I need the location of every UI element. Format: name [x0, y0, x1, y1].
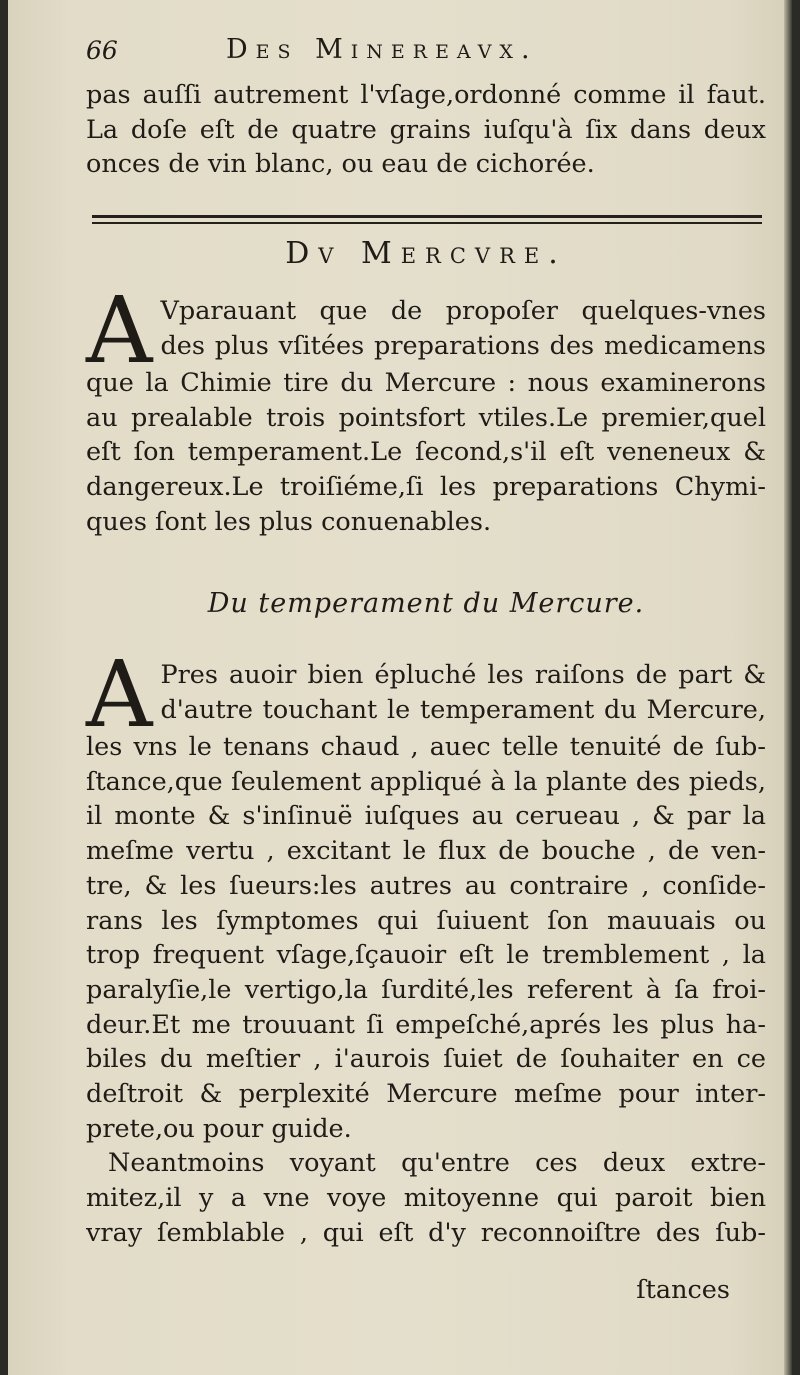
ornamental-rule [92, 215, 762, 224]
catchword: ſtances [636, 1275, 730, 1305]
section-title-temperament: Du temperament du Mercure. [207, 588, 645, 619]
section-title-mercury: Dv Mercvre. [285, 236, 567, 271]
drop-cap: A [86, 277, 153, 384]
book-page [8, 0, 792, 1375]
text-line: deur.Et me trouuant ſi empeſché,aprés les plus ha- [86, 1009, 766, 1040]
text-line: que la Chimie tire du Mercure : nous examinerons [86, 368, 766, 398]
section-mercury-paragraph [86, 277, 766, 540]
text-line: biles du meſtier , i'aurois ſuiet de ſouhaiter en ce [86, 1044, 766, 1075]
text-line: vray ſemblable , qui eſt d'y reconnoiſtre des ſub- [86, 1217, 766, 1248]
text-line: dangereux.Le troiſiéme,ſi les preparations Chymi- [86, 472, 766, 503]
text-line: prete,ou pour guide. [86, 1113, 352, 1144]
section-temperament-paragraph [86, 641, 766, 1251]
text-line: paralyſie,le vertigo,la ſurdité,les referent à ſa froi- [86, 974, 766, 1005]
page-number: 66 [86, 36, 118, 65]
text-line: trop frequent vſage,ſçauoir eſt le tremblement , la [86, 940, 766, 971]
text-line: tre, & les ſueurs:les autres au contraire , conſide- [86, 870, 766, 901]
text-line: mitez,il y a vne voye mitoyenne qui paroit bien [86, 1183, 766, 1214]
text-line: onces de vin blanc, ou eau de cichorée. [86, 149, 595, 180]
page-edge-shadow [784, 0, 792, 1375]
text-line: Vparauant que de propoſer quelques-vnes [160, 296, 766, 326]
text-line: pas auſſi autrement l'vſage,ordonné comme il faut. [86, 80, 766, 110]
text-line: deſtroit & perplexité Mercure meſme pour inter- [86, 1079, 766, 1110]
text-line: des plus vſitées preparations des medicamens [160, 330, 766, 361]
text-line: d'autre touchant le temperament du Mercure, [160, 694, 766, 725]
text-line: eſt ſon temperament.Le ſecond,s'il eſt veneneux & [86, 437, 766, 468]
text-line: rans les ſymptomes qui ſuiuent ſon mauuais ou [86, 905, 766, 936]
page-header [86, 36, 766, 76]
text-line: meſme vertu , excitant le flux de bouche , de ven- [86, 836, 766, 867]
text-line: ques ſont les plus conuenables. [86, 506, 492, 537]
text-line: il monte & s'inſinuë iuſques au cerueau , & par la [86, 801, 766, 832]
drop-cap: A [86, 641, 153, 748]
text-line: ſtance,que ſeulement appliqué à la plante des pieds, [86, 766, 766, 797]
text-line: La doſe eſt de quatre grains iuſqu'à ſix dans deux [86, 114, 766, 145]
text-line: Neantmoins voyant qu'entre ces deux extre- [108, 1148, 766, 1179]
text-line: les vns le tenans chaud , auec telle tenuité de ſub- [86, 732, 766, 762]
text-line: Pres auoir bien épluché les raiſons de part & [160, 660, 766, 690]
continuation-paragraph [86, 78, 766, 182]
text-line: au prealable trois pointsfort vtiles.Le premier,quel [86, 402, 766, 433]
running-title: Des Minereavx. [226, 34, 538, 65]
